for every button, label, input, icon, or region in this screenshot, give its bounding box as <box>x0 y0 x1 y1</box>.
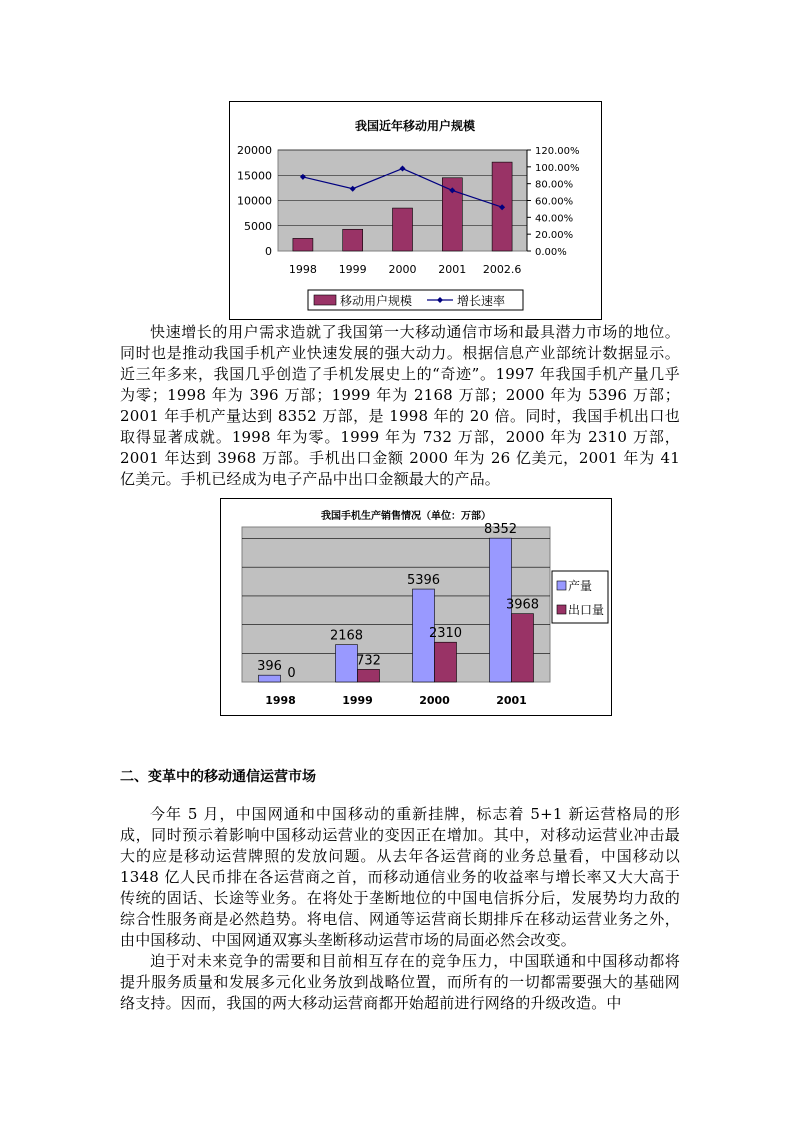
x-tick-label: 2002.6 <box>482 263 522 276</box>
bar <box>259 675 281 682</box>
data-label: 8352 <box>483 522 518 538</box>
x-tick-label: 1998 <box>288 263 317 276</box>
legend-label: 增长速率 <box>457 294 506 308</box>
x-tick-label: 1999 <box>342 694 373 707</box>
mobile-users-chart-svg <box>230 102 601 319</box>
y-left-tick-label: 5000 <box>244 219 272 233</box>
bar <box>435 642 457 682</box>
section-heading: 二、变革中的移动通信运营市场 <box>120 769 316 785</box>
y-right-tick-label: 20.00% <box>535 230 574 242</box>
data-label: 732 <box>356 653 381 669</box>
bar <box>336 645 358 682</box>
y-left-tick-label: 15000 <box>237 169 272 183</box>
y-right-tick-label: 100.00% <box>535 162 580 174</box>
chart-title: 我国手机生产销售情况（单位：万部） <box>321 511 491 522</box>
y-right-tick-label: 80.00% <box>535 179 574 191</box>
legend-label: 移动用户规模 <box>340 294 413 308</box>
legend-label: 出口量 <box>568 603 605 617</box>
bar <box>358 669 380 682</box>
paragraph-text: 今年 5 月，中国网通和中国移动的重新挂牌，标志着 5+1 新运营格局的形成，同时预示着影响中国移动运营业的变因正在增加。其中，对移动运营业冲击最大的应是移动运营牌照的发放问题。从去年各运营商的业务总量看，中国移动以 1348 亿人民币排在各运营商之首，而移动通信业务的收益率与增长率又大大高于传统的固话、长途等业务。在将处于垄断地位的中国电信拆分后，发展势均力敌的综合性服务商是必然趋势。将电信、网通等运营商长期排斥在移动运营业务之外，由中国移动、中国网通双寡头垄断移动运营市场的局面必然会改变。 <box>120 805 680 949</box>
y-right-tick-label: 120.00% <box>535 146 580 157</box>
data-label: 0 <box>287 666 296 681</box>
legend-swatch <box>557 605 566 614</box>
y-right-tick-label: 60.00% <box>535 196 574 208</box>
data-label: 2168 <box>329 628 364 644</box>
legend-swatch <box>557 581 566 590</box>
paragraph-text: 快速增长的用户需求造就了我国第一大移动通信市场和最具潜力市场的地位。同时也是推动我国手机产业快速发展的强大动力。根据信息产业部统计数据显示。近三年多来，我国几乎创造了手机发展史上的“奇迹”。1997 年我国手机产量几乎为零；1998 年为 396 万部；1999 年为 2168 万部；2000 年为 5396 万部；2001 年手机产量达到 8352 万部，是 1998 年的 20 倍。同时，我国手机出口也取得显著成就。1998 年为零。1999 年为 732 万部，2000 年为 2310 万部，2001 年达到 3968 万部。手机出口金额 2000 年为 26 亿美元，2001 年为 41 亿美元。手机已经成为电子产品中出口金额最大的产品。 <box>120 323 680 488</box>
data-label: 2310 <box>428 626 463 642</box>
x-tick-label: 1999 <box>338 263 367 276</box>
bar <box>512 614 534 682</box>
x-tick-label: 1998 <box>265 694 296 707</box>
paragraph-mobile-market <box>120 322 680 490</box>
x-tick-label: 2001 <box>496 694 527 707</box>
phone-production-chart-svg <box>221 499 611 715</box>
bar <box>343 229 363 251</box>
data-label: 396 <box>257 659 282 675</box>
paragraph-text: 迫于对未来竞争的需要和目前相互存在的竞争压力，中国联通和中国移动都将提升服务质量和发展多元化业务放到战略位置，而所有的一切都需要强大的基础网络支持。因而，我国的两大移动运营商都开始超前进行网络的升级改造。中 <box>120 952 680 1012</box>
paragraph-operators <box>120 804 680 1014</box>
y-left-tick-label: 0 <box>265 245 272 258</box>
legend-swatch-bar <box>314 295 336 305</box>
y-left-tick-label: 10000 <box>237 194 272 208</box>
y-left-tick-label: 20000 <box>237 144 272 157</box>
y-right-tick-label: 0.00% <box>535 247 567 258</box>
x-tick-label: 2000 <box>419 694 450 707</box>
y-right-tick-label: 40.00% <box>535 213 574 225</box>
bar <box>393 208 413 251</box>
mobile-users-chart <box>229 101 602 320</box>
chart-title: 我国近年移动用户规模 <box>354 119 476 133</box>
x-tick-label: 2001 <box>438 263 467 276</box>
data-label: 3968 <box>505 597 540 613</box>
bar <box>293 238 313 251</box>
data-label: 5396 <box>406 573 441 589</box>
legend-label: 产量 <box>568 579 593 593</box>
x-tick-label: 2000 <box>388 263 417 276</box>
phone-production-chart <box>220 498 612 716</box>
